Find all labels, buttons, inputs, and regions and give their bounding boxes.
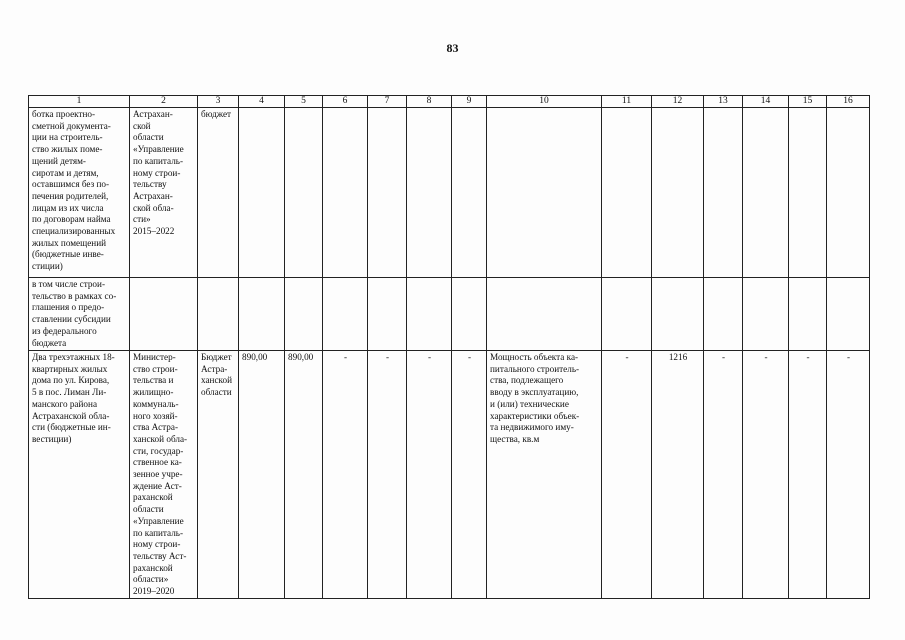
table-cell <box>285 278 323 351</box>
table-cell <box>368 108 407 278</box>
table-cell <box>602 108 652 278</box>
column-number: 15 <box>789 96 827 108</box>
table-cell <box>452 278 487 351</box>
funding-source-cell <box>198 278 239 351</box>
column-number: 2 <box>130 96 198 108</box>
amount-cell: 890,00 <box>285 351 323 599</box>
funding-source-cell: бюджет <box>198 108 239 278</box>
table-row <box>29 108 870 278</box>
column-number: 11 <box>602 96 652 108</box>
table-cell <box>743 108 789 278</box>
column-number: 4 <box>239 96 285 108</box>
table-cell <box>652 108 704 278</box>
executor-cell <box>130 278 198 351</box>
column-number: 5 <box>285 96 323 108</box>
table-row <box>29 351 870 599</box>
column-number: 3 <box>198 96 239 108</box>
table-cell <box>452 108 487 278</box>
table-cell <box>789 108 827 278</box>
table-cell <box>368 278 407 351</box>
column-number: 14 <box>743 96 789 108</box>
amount-cell: 890,00 <box>239 351 285 599</box>
table-cell <box>239 278 285 351</box>
executor-cell: Астрахан- ской области «Управление по капиталь- ному строи- тельству Астрахан- ской обла- сти» 2015–2022 <box>130 108 198 278</box>
table-cell <box>323 108 368 278</box>
table-cell <box>704 278 743 351</box>
dash-cell: - <box>827 351 870 599</box>
table-cell <box>602 278 652 351</box>
column-number: 10 <box>487 96 602 108</box>
column-number: 1 <box>29 96 130 108</box>
activity-name-cell: в том числе строи- тельство в рамках со- глашения о предо- ставлении субсидии из федерального бюджета <box>29 278 130 351</box>
table-cell <box>407 278 452 351</box>
dash-cell: - <box>704 351 743 599</box>
column-number: 16 <box>827 96 870 108</box>
table-cell <box>239 108 285 278</box>
table-cell <box>704 108 743 278</box>
table-cell <box>789 278 827 351</box>
indicator-value-cell: 1216 <box>652 351 704 599</box>
table-cell <box>487 278 602 351</box>
table-cell <box>743 278 789 351</box>
column-number: 12 <box>652 96 704 108</box>
table-cell <box>487 108 602 278</box>
dash-cell: - <box>452 351 487 599</box>
table-cell <box>407 108 452 278</box>
table-cell <box>827 108 870 278</box>
funding-source-cell: Бюджет Астра- ханской области <box>198 351 239 599</box>
program-table <box>28 95 870 599</box>
table-row <box>29 278 870 351</box>
column-number: 8 <box>407 96 452 108</box>
executor-cell: Министер- ство строи- тельства и жилищно- коммуналь- ного хозяй- ства Астра- ханской обла- сти, государ- ственное ка- зенное учре- ждение Аст- раханской области «Управление по капиталь- ному строи- тельству Аст- раханской области» 2019–2020 <box>130 351 198 599</box>
dash-cell: - <box>407 351 452 599</box>
activity-name-cell: ботка проектно- сметной документа- ции на строитель- ство жилых поме- щений детям- сиротам и детям, оставшимся без по- печения родителей, лицам из их числа по договорам найма специализированных жилых помещений (бюджетные инве- стиции) <box>29 108 130 278</box>
column-number: 7 <box>368 96 407 108</box>
dash-cell: - <box>789 351 827 599</box>
table-cell <box>827 278 870 351</box>
dash-cell: - <box>743 351 789 599</box>
column-number: 9 <box>452 96 487 108</box>
dash-cell: - <box>368 351 407 599</box>
indicator-cell: Мощность объекта ка- питального строитель- ства, подлежащего вводу в эксплуатацию, и (или) технические характеристики объек- та недвижимого иму- щества, кв.м <box>487 351 602 599</box>
activity-name-cell: Два трехэтажных 18- квартирных жилых дома по ул. Кирова, 5 в пос. Лиман Ли- манского района Астраханской обла- сти (бюджетные ин- вестиции) <box>29 351 130 599</box>
dash-cell: - <box>323 351 368 599</box>
dash-cell: - <box>602 351 652 599</box>
table-cell <box>652 278 704 351</box>
table-cell <box>285 108 323 278</box>
table-cell <box>323 278 368 351</box>
page-number: 83 <box>446 41 459 55</box>
column-number: 13 <box>704 96 743 108</box>
column-number: 6 <box>323 96 368 108</box>
column-number-row <box>29 96 870 108</box>
